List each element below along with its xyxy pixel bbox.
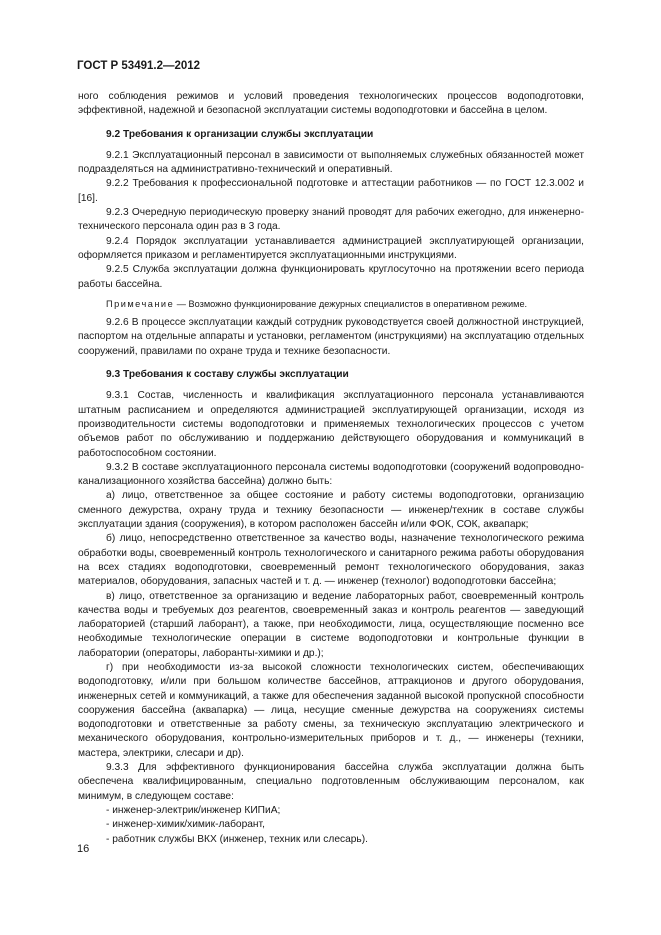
paragraph-9-3-3: 9.3.3 Для эффективного функционирования бассейна служба эксплуатации должна быть обеспечена квалифицированным, специально подготовленным обслуживающим персоналом, как минимум, в следующем составе: [78,762,584,802]
paragraph-9-3-2: 9.3.2 В составе эксплуатационного персонала системы водоподготовки (сооружений водопроводно-канализационного хозяйства бассейна) должно быть: [78,461,584,488]
paragraph-9-3-1: 9.3.1 Состав, численность и квалификация эксплуатационного персонала устанавливаются штатным расписанием и определяются администрацией эксплуатирующей организации, исходя из производительности системы водоподготовки и применяемых технологических процессов с учетом объемов работ по обслуживанию и поддержанию действующего оборудования и коммуникаций в работоспособном состоянии. [78,390,584,459]
paragraph-item-b: б) лицо, непосредственно ответственное за качество воды, назначение технологического режима обработки воды, своевременный контроль технологического и санитарного режима работы оборудования на всех стадиях водоподготовки, своевременный ремонт технологического оборудования, заказ материалов, оборудования, запасных частей и т. д. — инженер (технолог) водоподготовки бассейна; [78,533,584,588]
note-text: — Возможно функционирование дежурных специалистов в оперативном режиме. [174,298,528,309]
note-label: Примечание [106,298,175,309]
paragraph-9-2-6: 9.2.6 В процессе эксплуатации каждый сотрудник руководствуется своей должностной инструкцией, паспортом на отдельные аппараты и установки, регламентом (инструкциями) на эксплуатацию отдельных сооружений, правилами по охране труда и технике безопасности. [78,317,584,357]
paragraph-9-2-4: 9.2.4 Порядок эксплуатации устанавливается администрацией эксплуатирующей организации, оформляется приказом и регламентируется эксплуатационными инструкциями. [78,235,584,261]
paragraph-9-2-3: 9.2.3 Очередную периодическую проверку знаний проводят для рабочих ежегодно, для инженерно-технического персонала один раз в 3 года. [78,207,584,233]
section-heading-9-2: 9.2 Требования к организации службы эксплуатации [106,128,374,140]
list-item: - инженер-электрик/инженер КИПиА; [106,804,281,816]
section-heading-9-3: 9.3 Требования к составу службы эксплуатации [106,369,349,381]
page-number: 16 [77,843,90,855]
paragraph-item-g: г) при необходимости из-за высокой сложности технологических систем, обеспечивающих водоподготовку, и/или при большом количестве бассейнов, аттракционов и другого оборудования, инженерных сетей и коммуникаций, а также для обеспечения заданной высокой пропускной способности сооружения бассейна (аквапарка) — лица, несущие сменные дежурства на сооружениях системы водоподготовки и ответственные за работу смены, за техническую эксплуатацию электрического и механического оборудования, контрольно-измерительных приборов и т. д., — инженеры (техники, мастера, электрики, слесари и др). [78,661,584,759]
standard-header: ГОСТ Р 53491.2—2012 [77,60,201,72]
paragraph-9-2-5: 9.2.5 Служба эксплуатации должна функционировать круглосуточно на протяжении всего периода работы бассейна. [78,264,584,290]
paragraph-item-v: в) лицо, ответственное за организацию и ведение лабораторных работ, своевременный контроль качества воды и требуемых доз реагентов, своевременный заказ и контроль реагентов — заведующий лабораторией (старший лаборант), а также, при необходимости, лица, осуществляющие посменно все необходимые технологические операции в системе водоподготовки и контрольные функции в лаборатории (операторы, лаборанты-химики и др.); [78,590,584,659]
page-body [78,90,584,847]
list-item: - работник службы ВКХ (инженер, техник или слесарь). [106,833,368,845]
paragraph-item-a: а) лицо, ответственное за общее состояние и работу системы водоподготовки, организацию сменного дежурства, охрану труда и технику безопасности — инженер/техник в составе службы эксплуатации здания (сооружения), в котором расположен бассейн и/или ФОК, СОК, аквапарк; [78,490,584,531]
note [78,297,584,311]
paragraph-continuation: ного соблюдения режимов и условий проведения технологических процессов водоподготовки, эффективной, надежной и безопасной эксплуатации системы водоподготовки и бассейна в целом. [78,91,584,117]
paragraph-9-2-2: 9.2.2 Требования к профессиональной подготовке и аттестации работников — по ГОСТ 12.3.002 и [16]. [78,178,584,204]
paragraph-9-2-1: 9.2.1 Эксплуатационный персонал в зависимости от выполняемых служебных обязанностей может подразделяться на административно-технический и оперативный. [78,149,584,176]
list-item: - инженер-химик/химик-лаборант, [106,819,265,831]
